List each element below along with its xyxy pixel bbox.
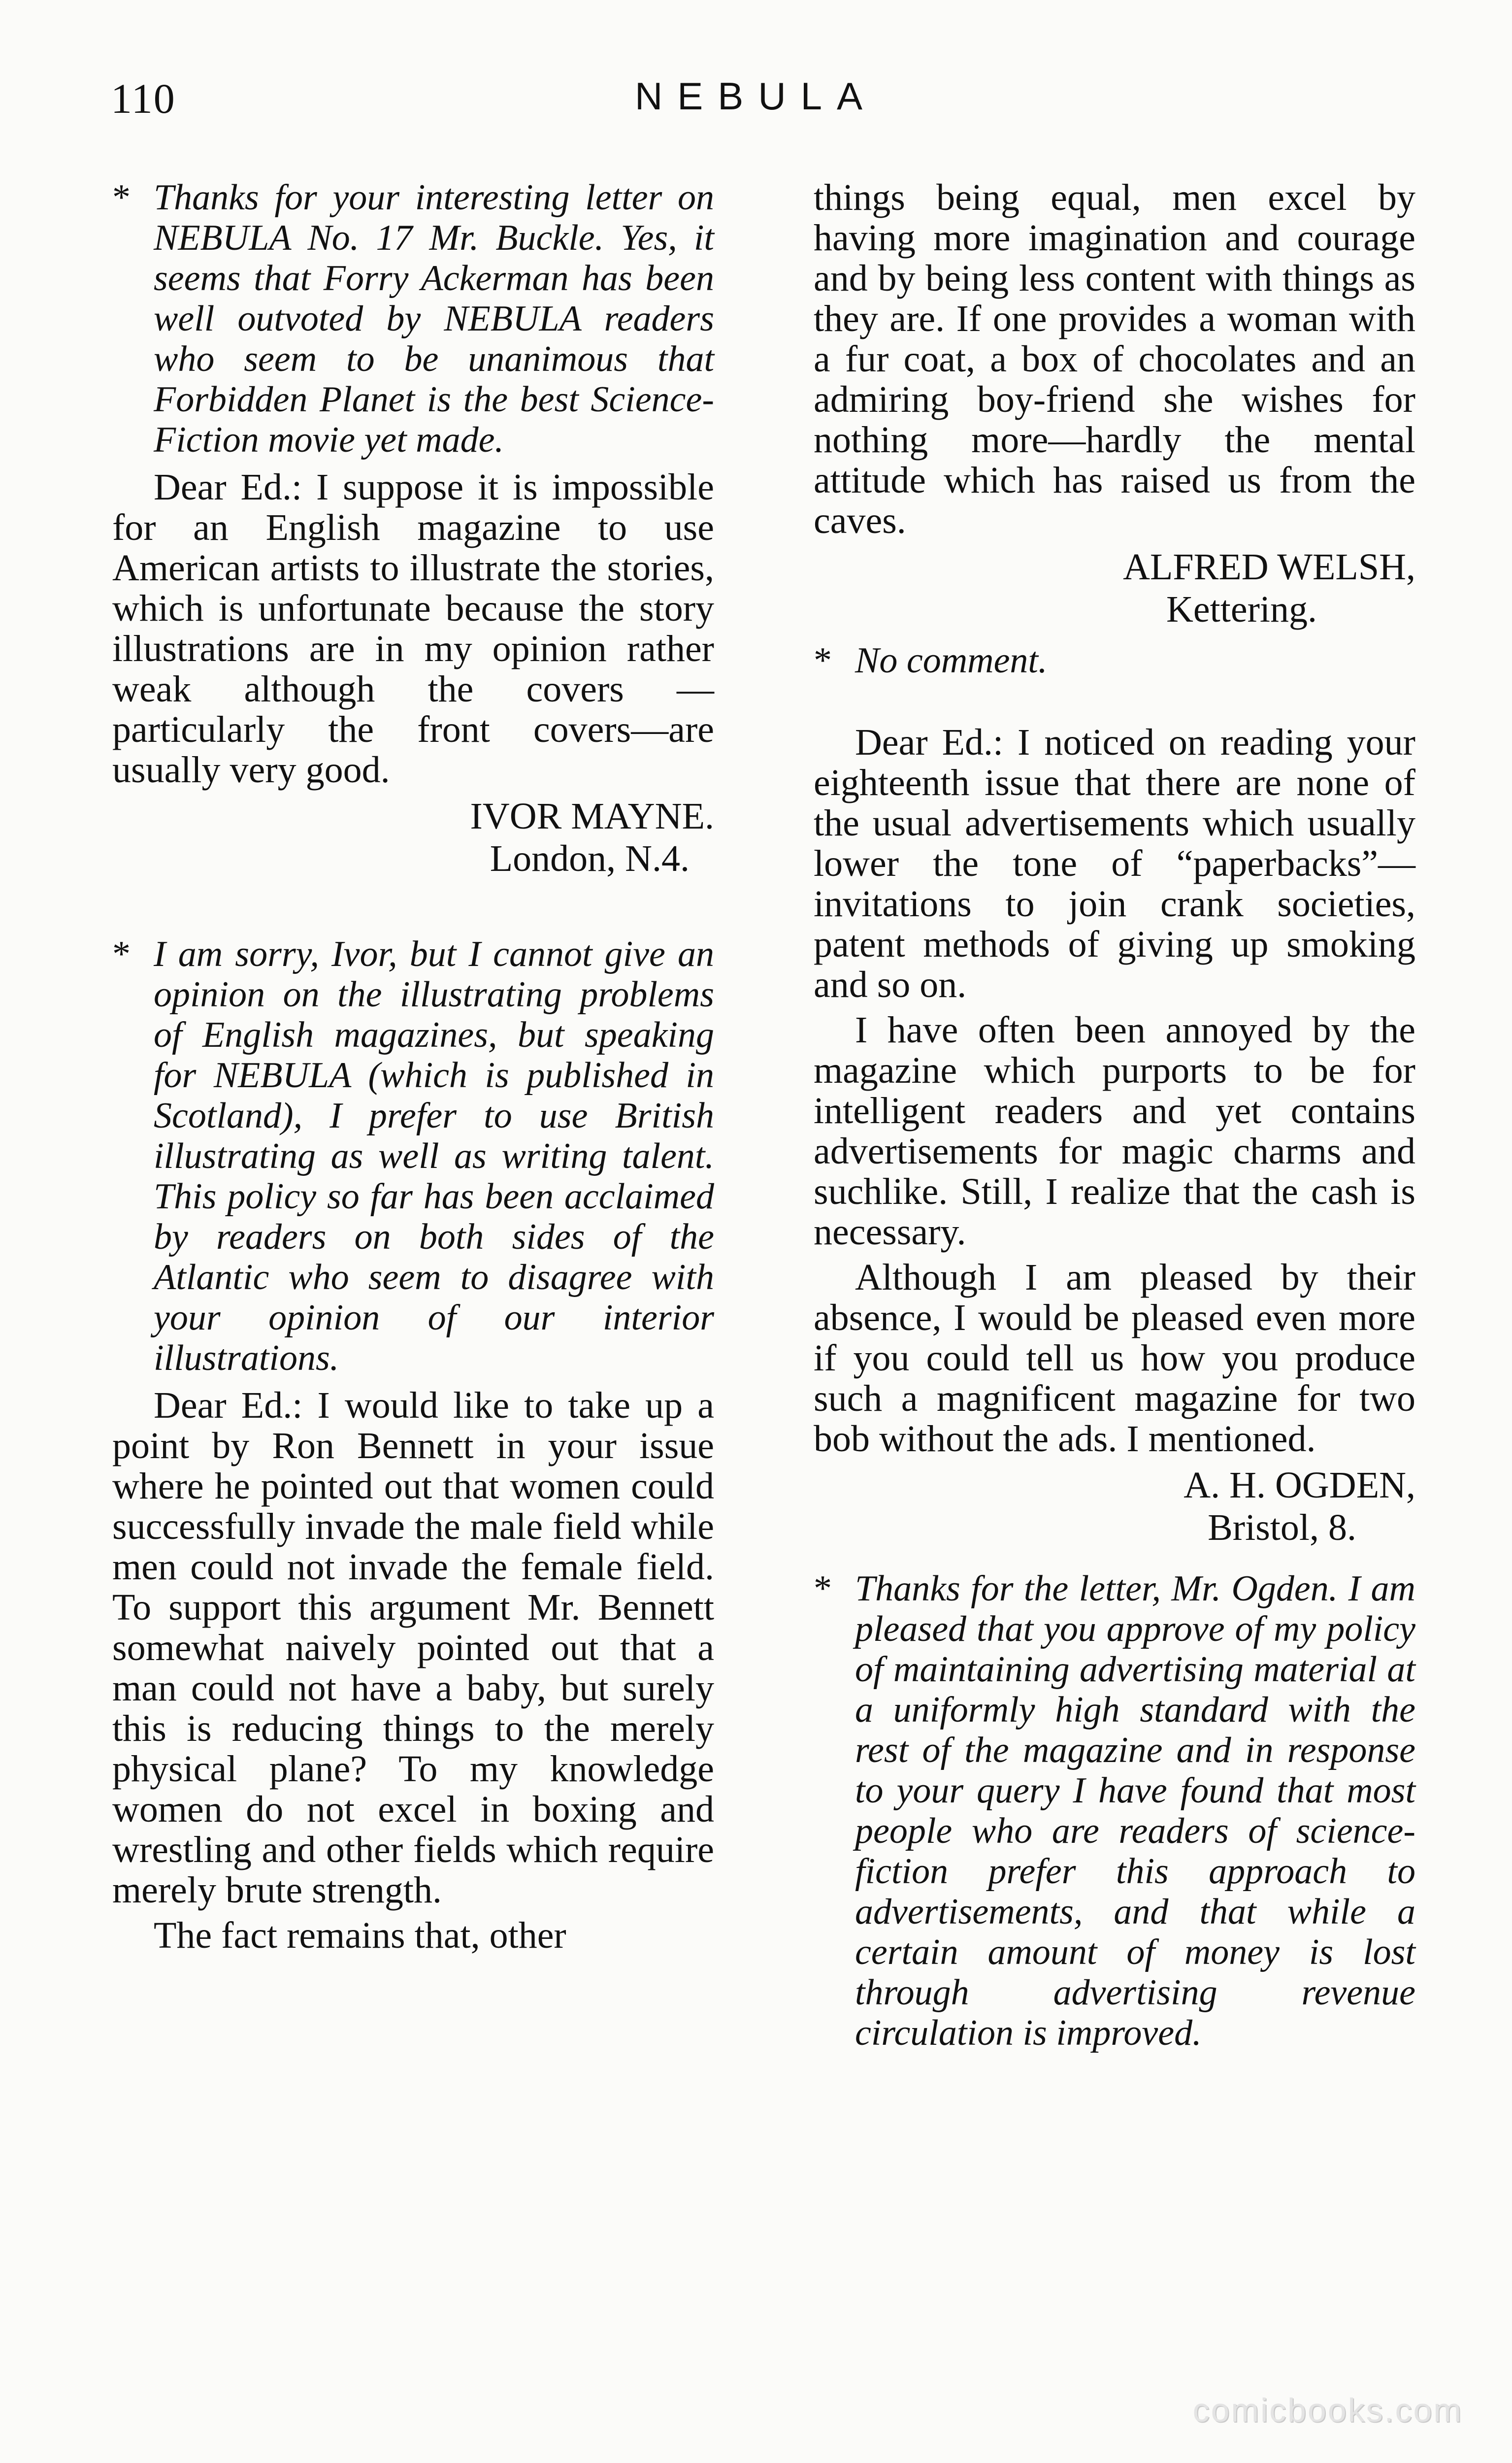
- letter-paragraph: things being equal, men excel by having more imagination and courage and by being less content with things as they are. If one provides a woman with a fur coat, a box of chocolates and an admiring boy-friend she wishes for nothing more—hardly the mental attitude which has raised us from the caves.: [814, 177, 1415, 541]
- letter-signature: [112, 795, 714, 880]
- signature-place: Kettering.: [1166, 589, 1317, 630]
- signature-name: IVOR MAYNE.: [470, 796, 714, 837]
- page-number: 110: [111, 75, 176, 122]
- letter-paragraph: Dear Ed.: I would like to take up a point by Ron Bennett in your issue where he pointed out that women could successfully invade the male field while men could not invade the female field. To support this argument Mr. Bennett somewhat naively pointed out that a man could not have a baby, but surely this is reducing things to the merely physical plane? To my knowledge women do not excel in boxing and wrestling and other fields which require merely brute strength.: [112, 1385, 714, 1911]
- letter-paragraph: Although I am pleased by their absence, I would be pleased even more if you could tell us how you produce such a magnificent magazine for two bob without the ads. I mentioned.: [814, 1257, 1415, 1460]
- editor-reply: [112, 177, 714, 460]
- editor-reply-text: Thanks for your interesting letter on NEBULA No. 17 Mr. Buckle. Yes, it seems that Forry Ackerman has been well outvoted by NEBULA readers who seem to be unanimous that Forbidden Planet is the best Science-Fiction movie yet made.: [154, 177, 714, 460]
- asterisk-marker: *: [814, 1568, 832, 1609]
- editor-reply-text: Thanks for the letter, Mr. Ogden. I am pleased that you approve of my policy of maintaining advertising material at a uniformly high standard with the rest of the magazine and in response to your query I have found that most people who are readers of science-fiction prefer this approach to advertisements, and that while a certain amount of money is lost through advertising revenue circulation is improved.: [855, 1568, 1415, 2053]
- editor-reply: [112, 934, 714, 1378]
- asterisk-marker: *: [814, 640, 832, 681]
- letter-paragraph: The fact remains that, other: [154, 1915, 566, 1956]
- letter-paragraph: Dear Ed.: I suppose it is impossible for an English magazine to use American artists to illustrate the stories, which is unfortunate because the story illustrations are in my opinion rather weak although the covers — particularly the front covers—are usually very good.: [112, 466, 714, 791]
- asterisk-marker: *: [112, 934, 131, 974]
- signature-place: Bristol, 8.: [1208, 1507, 1356, 1548]
- editor-reply-text: No comment.: [855, 640, 1048, 681]
- signature-name: A. H. OGDEN,: [1183, 1464, 1415, 1506]
- left-column: [112, 177, 714, 1961]
- spacer: [112, 899, 714, 934]
- letter-paragraph: I have often been annoyed by the magazine which purports to be for intelligent readers and yet contains advertisements for magic charms and suchlike. Still, I realize that the cash is necessary.: [814, 1009, 1415, 1253]
- watermark: comicbooks.com: [1192, 2392, 1463, 2429]
- editor-reply: [814, 1568, 1415, 2053]
- signature-name: ALFRED WELSH,: [1123, 546, 1415, 588]
- asterisk-marker: *: [112, 177, 131, 218]
- running-head-title: NEBULA: [634, 74, 878, 118]
- letter-signature: [814, 546, 1415, 631]
- spacer: [814, 688, 1415, 722]
- letter-signature: [814, 1464, 1415, 1549]
- letter-paragraph: Dear Ed.: I noticed on reading your eighteenth issue that there are none of the usual advertisements which usually lower the tone of “paperbacks”—invitations to join crank societies, patent methods of giving up smoking and so on.: [814, 722, 1415, 1005]
- editor-reply-text: I am sorry, Ivor, but I cannot give an opinion on the illustrating problems of English magazines, but speaking for NEBULA (which is published in Scotland), I prefer to use British illustrating as well as writing talent. This policy so far has been acclaimed by readers on both sides of the Atlantic who seem to disagree with your opinion of our interior illustrations.: [154, 934, 714, 1378]
- signature-place: London, N.4.: [490, 838, 690, 879]
- right-column: [814, 177, 1415, 2060]
- editor-reply: [814, 640, 1415, 681]
